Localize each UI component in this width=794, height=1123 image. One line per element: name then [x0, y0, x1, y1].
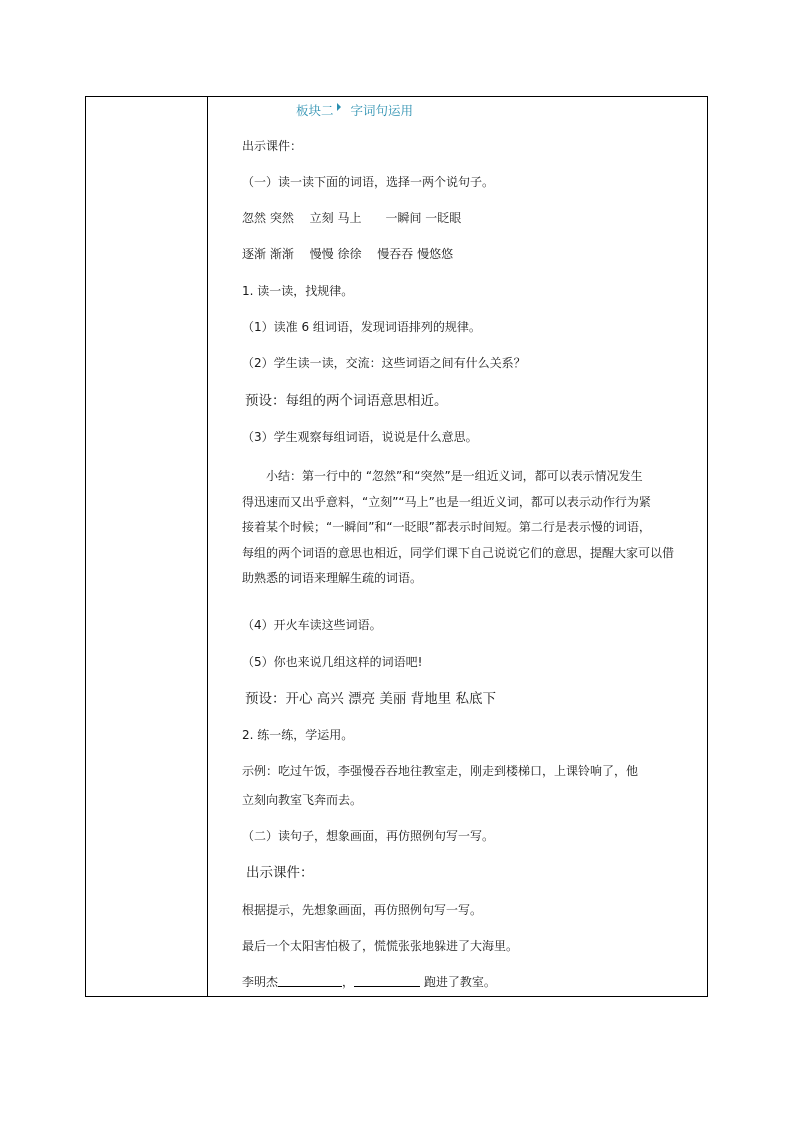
section-heading	[296, 103, 413, 119]
summary-line: 接着某个时候；“一瞬间”和“一眨眼”都表示时间短。第二行是表示慢的词语，	[242, 520, 651, 534]
summary-line: 得迅速而又出乎意料，“立刻”“马上”也是一组近义词，都可以表示动作行为紧	[242, 494, 651, 509]
section-marker-icon	[337, 103, 341, 111]
sample-sentence: 最后一个太阳害怕极了，慌慌张张地躲进了大海里。	[242, 939, 519, 953]
summary-line: 助熟悉的词语来理解生疏的词语。	[242, 571, 423, 585]
summary-paragraph	[242, 464, 675, 592]
section-title: 字词句运用	[350, 103, 414, 118]
example-line-2: 立刻向教室飞奔而去。	[242, 793, 363, 807]
part2-title: （二）读句子，想象画面，再仿照例句写一写。	[242, 829, 495, 843]
step-1-1: （1）读准 6 组词语，发现词语排列的规律。	[242, 320, 481, 334]
fill-suffix: 跑进了教室。	[423, 975, 496, 989]
step-1-2: （2）学生读一读，交流：这些词语之间有什么关系？	[242, 356, 526, 370]
show-courseware-line: 出示课件：	[242, 139, 303, 153]
part1-title: （一）读一读下面的词语，选择一两个说句子。	[242, 175, 495, 189]
summary-line: 每组的两个词语的意思也相近，同学们课下自己说说它们的意思，提醒大家可以借	[242, 545, 675, 560]
preset-1: 预设：每组的两个词语意思相近。	[245, 393, 448, 409]
fill-prefix: 李明杰	[242, 975, 279, 989]
example-line-1: 示例：吃过午饭，李强慢吞吞地往教室走，刚走到楼梯口，上课铃响了，他	[242, 764, 639, 778]
column-divider	[207, 97, 208, 996]
step-1-4: （4）开火车读这些词语。	[242, 618, 382, 632]
blank-1[interactable]	[278, 975, 342, 987]
blank-2[interactable]	[354, 975, 420, 987]
step-2: 2. 练一练，学运用。	[242, 728, 354, 742]
step-1-3: （3）学生观察每组词语，说说是什么意思。	[242, 430, 478, 444]
word-row-1: 忽然 突然 立刻 马上 一瞬间 一眨眼	[242, 211, 462, 225]
preset-2: 预设：开心 高兴 漂亮 美丽 背地里 私底下	[245, 691, 496, 707]
show-courseware-line-2: 出示课件：	[246, 865, 314, 881]
fill-comma: ，	[342, 975, 355, 989]
section-number: 板块二	[296, 103, 334, 118]
word-row-2: 逐渐 渐渐 慢慢 徐徐 慢吞吞 慢悠悠	[242, 247, 454, 261]
step-1-5: （5）你也来说几组这样的词语吧!	[242, 655, 423, 669]
hint-line: 根据提示，先想象画面，再仿照例句写一写。	[242, 903, 483, 917]
summary-line: 小结：第一行中的 “忽然”和“突然”是一组近义词，都可以表示情况发生	[242, 469, 643, 483]
step-1: 1. 读一读，找规律。	[242, 284, 354, 298]
fill-in-sentence	[242, 975, 496, 989]
